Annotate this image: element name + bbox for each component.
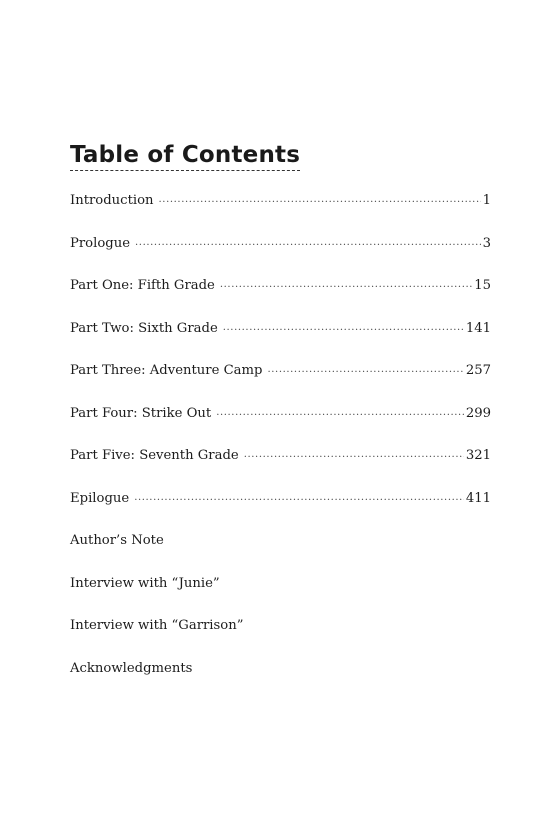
toc-entry: [70, 362, 491, 405]
toc-entry-label: Part Two: Sixth Grade: [70, 320, 218, 336]
toc-entry-label: Prologue: [70, 235, 131, 251]
dot-leader: [220, 277, 472, 295]
toc-entry-page: 411: [465, 490, 491, 506]
toc-entry-label: Author’s Note: [70, 533, 164, 548]
dot-leader: [134, 490, 464, 508]
toc-entry: [70, 532, 491, 575]
toc-entry-page: 15: [474, 278, 491, 293]
dot-leader: [135, 235, 481, 253]
toc-entry-label: Epilogue: [70, 490, 130, 506]
dot-leader: [216, 405, 464, 423]
toc-entry-label: Interview with “Garrison”: [70, 618, 244, 633]
toc-entry-label: Interview with “Junie”: [70, 575, 220, 591]
toc-entry-page: 141: [465, 320, 491, 336]
toc-entry-page: 257: [465, 363, 491, 378]
toc-entry: [70, 192, 491, 235]
toc-entry-label: Part Four: Strike Out: [70, 405, 212, 421]
toc-entry: [70, 575, 491, 618]
toc-entry: [70, 447, 491, 490]
toc-entry-page: 1: [482, 193, 491, 208]
toc-entry: [70, 235, 491, 278]
toc-entry: [70, 320, 491, 363]
toc-entry: [70, 490, 491, 533]
toc-entry: [70, 660, 491, 703]
dot-leader: [267, 362, 463, 380]
dot-leader: [244, 447, 464, 465]
toc-entry-page: 299: [465, 405, 491, 421]
dot-leader: [159, 192, 481, 210]
dot-leader: [223, 320, 464, 338]
toc-list: [70, 192, 491, 702]
toc-entry-label: Introduction: [70, 193, 154, 208]
toc-entry-label: Part Five: Seventh Grade: [70, 448, 239, 463]
toc-entry: [70, 277, 491, 320]
toc-entry: [70, 617, 491, 660]
toc-entry-page: 321: [465, 448, 491, 463]
toc-entry-label: Acknowledgments: [70, 660, 193, 676]
toc-entry-label: Part Three: Adventure Camp: [70, 363, 263, 378]
toc-entry-label: Part One: Fifth Grade: [70, 278, 215, 293]
toc-entry: [70, 405, 491, 448]
toc-entry-page: 3: [482, 235, 491, 251]
page-title: Table of Contents: [70, 140, 300, 171]
